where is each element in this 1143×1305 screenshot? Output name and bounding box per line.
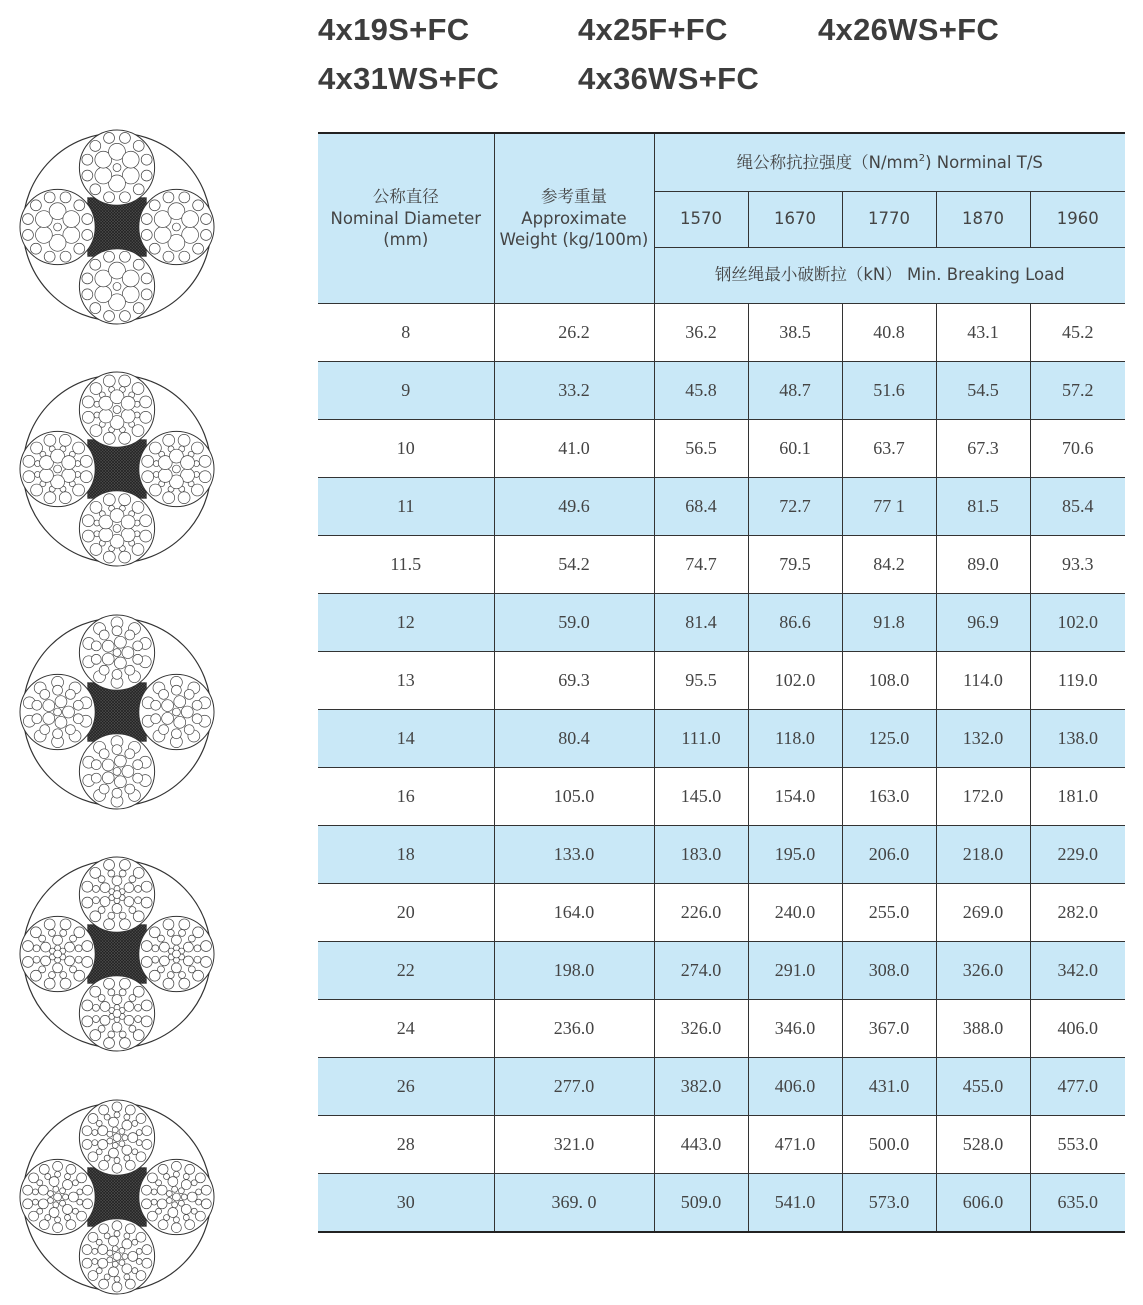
breaking-load-cell: 274.0 (654, 941, 748, 999)
weight-cell: 69.3 (494, 651, 654, 709)
fiber-core (87, 197, 146, 256)
breaking-load-cell: 95.5 (654, 651, 748, 709)
breaking-load-cell: 108.0 (842, 651, 936, 709)
breaking-load-cell: 60.1 (748, 419, 842, 477)
diameter-cell: 8 (318, 303, 494, 361)
title-4x31ws-fc: 4x31WS+FC (318, 61, 500, 96)
breaking-load-cell: 36.2 (654, 303, 748, 361)
breaking-load-cell: 77 1 (842, 477, 936, 535)
breaking-load-cell: 367.0 (842, 999, 936, 1057)
fiber-core (87, 1167, 146, 1226)
breaking-load-cell: 255.0 (842, 883, 936, 941)
grade-header: 1570 (654, 191, 748, 247)
breaking-load-cell: 477.0 (1030, 1057, 1125, 1115)
diameter-cell: 11.5 (318, 535, 494, 593)
breaking-load-cell: 206.0 (842, 825, 936, 883)
diameter-cell: 9 (318, 361, 494, 419)
table-row (318, 593, 1125, 651)
breaking-load-cell: 406.0 (748, 1057, 842, 1115)
diameter-cell: 14 (318, 709, 494, 767)
header-weight-unit: Weight (kg/100m) (499, 229, 649, 249)
breaking-load-cell: 553.0 (1030, 1115, 1125, 1173)
table-row (318, 941, 1125, 999)
breaking-load-cell: 74.7 (654, 535, 748, 593)
weight-cell: 105.0 (494, 767, 654, 825)
breaking-load-cell: 431.0 (842, 1057, 936, 1115)
diameter-cell: 11 (318, 477, 494, 535)
breaking-load-cell: 291.0 (748, 941, 842, 999)
rope-section-diagram (18, 613, 216, 811)
header-nominal-tensile-strength (654, 133, 1125, 191)
fiber-core (87, 439, 146, 498)
table-row (318, 535, 1125, 593)
breaking-load-cell: 91.8 (842, 593, 936, 651)
diameter-cell: 26 (318, 1057, 494, 1115)
weight-cell: 59.0 (494, 593, 654, 651)
fiber-core (87, 924, 146, 983)
grade-header: 1960 (1030, 191, 1125, 247)
table-row (318, 477, 1125, 535)
header-weight-zh: 参考重量 (541, 187, 607, 207)
breaking-load-cell: 40.8 (842, 303, 936, 361)
header-weight-en: Approximate (521, 208, 627, 228)
weight-cell: 54.2 (494, 535, 654, 593)
breaking-load-cell: 43.1 (936, 303, 1030, 361)
breaking-load-cell: 93.3 (1030, 535, 1125, 593)
table-row (318, 999, 1125, 1057)
breaking-load-cell: 195.0 (748, 825, 842, 883)
breaking-load-cell: 81.4 (654, 593, 748, 651)
breaking-load-cell: 308.0 (842, 941, 936, 999)
table-body (318, 303, 1125, 1232)
breaking-load-cell: 218.0 (936, 825, 1030, 883)
diameter-cell: 18 (318, 825, 494, 883)
breaking-load-cell: 48.7 (748, 361, 842, 419)
weight-cell: 198.0 (494, 941, 654, 999)
header-min-breaking-load: 钢丝绳最小破断拉（kN） Min. Breaking Load (654, 247, 1125, 303)
breaking-load-cell: 326.0 (654, 999, 748, 1057)
breaking-load-cell: 114.0 (936, 651, 1030, 709)
weight-cell: 236.0 (494, 999, 654, 1057)
breaking-load-cell: 172.0 (936, 767, 1030, 825)
rope-section-diagram (18, 855, 216, 1053)
breaking-load-cell: 282.0 (1030, 883, 1125, 941)
table-row (318, 767, 1125, 825)
weight-cell: 26.2 (494, 303, 654, 361)
diameter-cell: 20 (318, 883, 494, 941)
breaking-load-cell: 471.0 (748, 1115, 842, 1173)
breaking-load-cell: 102.0 (1030, 593, 1125, 651)
breaking-load-cell: 226.0 (654, 883, 748, 941)
header-diameter-zh: 公称直径 (372, 187, 439, 207)
grade-header: 1670 (748, 191, 842, 247)
breaking-load-table (318, 132, 1125, 1233)
diameter-cell: 13 (318, 651, 494, 709)
weight-cell: 133.0 (494, 825, 654, 883)
header-diameter-en: Nominal Diameter (330, 208, 482, 228)
title-4x19s-fc: 4x19S+FC (318, 12, 470, 47)
table-row (318, 1173, 1125, 1232)
diameter-cell: 12 (318, 593, 494, 651)
table-row (318, 1057, 1125, 1115)
breaking-load-cell: 606.0 (936, 1173, 1030, 1232)
construction-titles (318, 10, 1118, 120)
diameter-cell: 28 (318, 1115, 494, 1173)
breaking-load-cell: 406.0 (1030, 999, 1125, 1057)
breaking-load-cell: 635.0 (1030, 1173, 1125, 1232)
breaking-load-cell: 70.6 (1030, 419, 1125, 477)
table-row (318, 303, 1125, 361)
rope-cross-sections (18, 128, 218, 1298)
weight-cell: 277.0 (494, 1057, 654, 1115)
breaking-load-cell: 509.0 (654, 1173, 748, 1232)
breaking-load-cell: 181.0 (1030, 767, 1125, 825)
breaking-load-cell: 85.4 (1030, 477, 1125, 535)
title-4x25f-fc: 4x25F+FC (578, 12, 728, 47)
breaking-load-cell: 500.0 (842, 1115, 936, 1173)
table-row (318, 651, 1125, 709)
breaking-load-cell: 326.0 (936, 941, 1030, 999)
breaking-load-cell: 45.2 (1030, 303, 1125, 361)
breaking-load-cell: 56.5 (654, 419, 748, 477)
rope-section-diagram (18, 370, 216, 568)
weight-cell: 33.2 (494, 361, 654, 419)
breaking-load-cell: 118.0 (748, 709, 842, 767)
breaking-load-cell: 45.8 (654, 361, 748, 419)
table-row (318, 419, 1125, 477)
breaking-load-cell: 269.0 (936, 883, 1030, 941)
breaking-load-cell: 89.0 (936, 535, 1030, 593)
rope-section-diagram (18, 1098, 216, 1296)
breaking-load-cell: 183.0 (654, 825, 748, 883)
breaking-load-cell: 240.0 (748, 883, 842, 941)
weight-cell: 321.0 (494, 1115, 654, 1173)
table-row (318, 825, 1125, 883)
breaking-load-cell: 125.0 (842, 709, 936, 767)
breaking-load-cell: 72.7 (748, 477, 842, 535)
breaking-load-cell: 528.0 (936, 1115, 1030, 1173)
title-4x26ws-fc: 4x26WS+FC (818, 12, 1000, 47)
header-nominal-diameter (318, 133, 494, 303)
fiber-core (87, 682, 146, 741)
breaking-load-cell: 38.5 (748, 303, 842, 361)
breaking-load-cell: 111.0 (654, 709, 748, 767)
weight-cell: 164.0 (494, 883, 654, 941)
breaking-load-cell: 163.0 (842, 767, 936, 825)
breaking-load-cell: 346.0 (748, 999, 842, 1057)
breaking-load-cell: 86.6 (748, 593, 842, 651)
breaking-load-cell: 443.0 (654, 1115, 748, 1173)
breaking-load-cell: 154.0 (748, 767, 842, 825)
weight-cell: 369. 0 (494, 1173, 654, 1232)
diameter-cell: 30 (318, 1173, 494, 1232)
breaking-load-cell: 541.0 (748, 1173, 842, 1232)
breaking-load-cell: 81.5 (936, 477, 1030, 535)
breaking-load-cell: 138.0 (1030, 709, 1125, 767)
breaking-load-cell: 119.0 (1030, 651, 1125, 709)
rope-section-diagram (18, 128, 216, 326)
header-diameter-unit: (mm) (383, 229, 429, 249)
breaking-load-cell: 54.5 (936, 361, 1030, 419)
breaking-load-cell: 79.5 (748, 535, 842, 593)
table-row (318, 709, 1125, 767)
breaking-load-cell: 102.0 (748, 651, 842, 709)
breaking-load-cell: 145.0 (654, 767, 748, 825)
table-row (318, 883, 1125, 941)
breaking-load-cell: 229.0 (1030, 825, 1125, 883)
breaking-load-cell: 382.0 (654, 1057, 748, 1115)
diameter-cell: 16 (318, 767, 494, 825)
breaking-load-cell: 573.0 (842, 1173, 936, 1232)
breaking-load-cell: 342.0 (1030, 941, 1125, 999)
breaking-load-cell: 68.4 (654, 477, 748, 535)
breaking-load-cell: 57.2 (1030, 361, 1125, 419)
breaking-load-cell: 96.9 (936, 593, 1030, 651)
weight-cell: 49.6 (494, 477, 654, 535)
breaking-load-cell: 84.2 (842, 535, 936, 593)
breaking-load-cell: 455.0 (936, 1057, 1030, 1115)
breaking-load-cell: 67.3 (936, 419, 1030, 477)
table-row (318, 1115, 1125, 1173)
table-row (318, 361, 1125, 419)
header-approximate-weight (494, 133, 654, 303)
tensile-prefix: 绳公称抗拉强度（N/mm (736, 152, 919, 172)
tensile-suffix: ) Norminal T/S (925, 152, 1043, 172)
breaking-load-cell: 63.7 (842, 419, 936, 477)
diameter-cell: 24 (318, 999, 494, 1057)
breaking-load-cell: 132.0 (936, 709, 1030, 767)
title-4x36ws-fc: 4x36WS+FC (578, 61, 760, 96)
breaking-load-cell: 388.0 (936, 999, 1030, 1057)
grade-header: 1770 (842, 191, 936, 247)
tensile-exponent: 2 (918, 152, 926, 164)
grade-header: 1870 (936, 191, 1030, 247)
weight-cell: 80.4 (494, 709, 654, 767)
weight-cell: 41.0 (494, 419, 654, 477)
diameter-cell: 22 (318, 941, 494, 999)
breaking-load-cell: 51.6 (842, 361, 936, 419)
diameter-cell: 10 (318, 419, 494, 477)
